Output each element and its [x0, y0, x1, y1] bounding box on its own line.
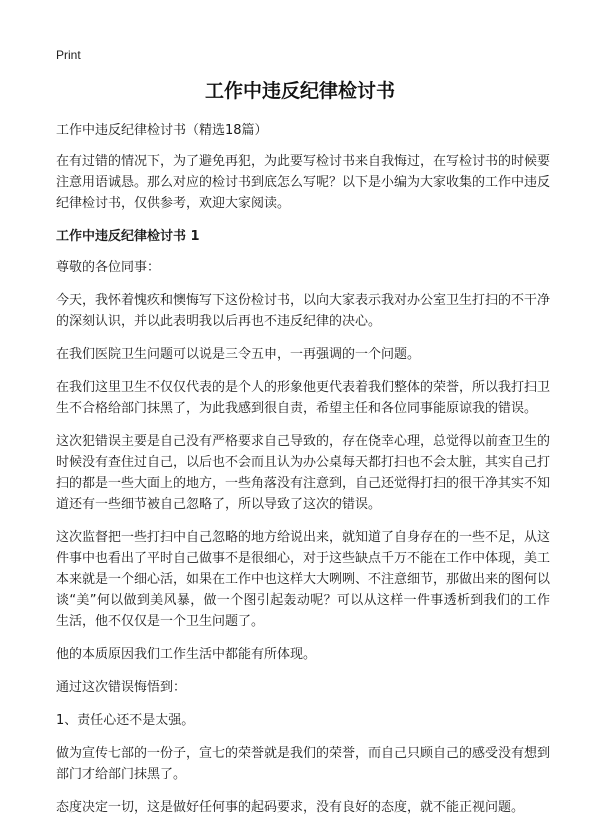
body-paragraph: 这次犯错误主要是自己没有严格要求自己导致的，存在侥幸心理，总觉得以前查卫生的时候没有查住过自己，以后也不会而且认为办公桌每天都打扫也不会太脏，其实自己打扫的都是一些大面上的地方，一些角落没有注意到，自己还觉得打扫的很干净其实不知道还有一些细节被自己忽略了，所以导致了这次的错误。 [56, 434, 551, 512]
document-subtitle: 工作中违反纪律检讨书（精选18篇） [56, 123, 268, 138]
body-paragraph: 在我们这里卫生不仅仅代表的是个人的形象他更代表着我们整体的荣誉，所以我打扫卫生不合格给部门抹黑了，为此我感到很自责，希望主任和各位同事能原谅我的错误。 [56, 380, 551, 416]
body-paragraph: 他的本质原因我们工作生活中都能有所体现。 [56, 647, 317, 662]
print-link[interactable]: Print [56, 48, 81, 62]
body-paragraph: 在我们医院卫生问题可以说是三令五申，一再强调的一个问题。 [56, 347, 421, 362]
body-paragraph: 做为宣传七部的一份子，宣七的荣誉就是我们的荣誉，而自己只顾自己的感受没有想到部门才给部门抹黑了。 [56, 746, 551, 782]
section-heading: 工作中违反纪律检讨书 1 [56, 229, 200, 244]
body-paragraph: 态度决定一切，这是做好任何事的起码要求，没有良好的态度，就不能正视问题。 [56, 800, 525, 815]
page-title: 工作中违反纪律检讨书 [204, 80, 395, 102]
body-paragraph: 今天，我怀着愧疚和懊悔写下这份检讨书，以向大家表示我对办公室卫生打扫的不干净的深刻认识，并以此表明我以后再也不违反纪律的决心。 [56, 293, 551, 329]
list-item: 1、责任心还不是太强。 [56, 713, 195, 728]
body-paragraph: 这次监督把一些打扫中自己忽略的地方给说出来，就知道了自身存在的一些不足，从这件事中也看出了平时自己做事不是很细心，对于这些缺点千万不能在工作中体现，美工本来就是一个细心活，如果在工作中也这样大大咧咧、不注意细节，那做出来的图何以谈“美”何以做到美风暴，做一个图引起轰动呢？可以从这样一件事透析到我们的工作生活，他不仅仅是一个卫生问题了。 [56, 530, 551, 629]
document-body [56, 120, 550, 830]
body-paragraph: 通过这次错误悔悟到： [56, 680, 187, 695]
intro-paragraph: 在有过错的情况下，为了避免再犯，为此要写检讨书来自我悔过，在写检讨书的时候要注意用语诚恳。那么对应的检讨书到底怎么写呢？以下是小编为大家收集的工作中违反纪律检讨书，仅供参考，欢迎大家阅读。 [56, 154, 551, 211]
salutation: 尊敬的各位同事： [56, 260, 161, 275]
